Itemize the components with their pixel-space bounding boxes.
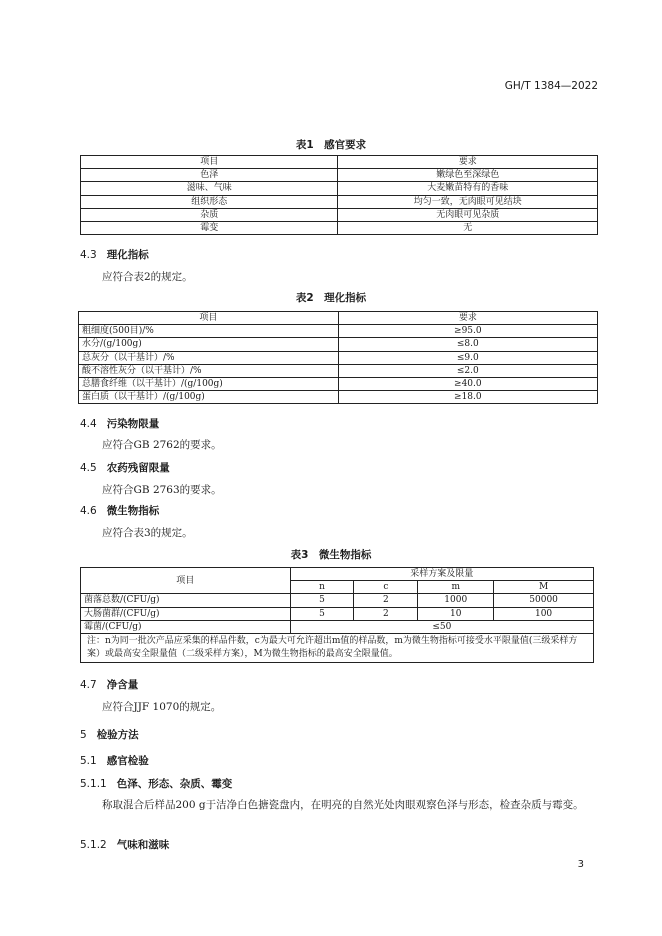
table-row (79, 377, 598, 390)
table-cell: 嫩绿色至深绿色 (338, 169, 598, 182)
table-cell: 无肉眼可见杂质 (338, 208, 598, 221)
section-text-4-3: 应符合表2的规定。 (102, 271, 193, 283)
table-row (81, 208, 598, 221)
table-cell: 大肠菌群/(CFU/g) (81, 607, 291, 620)
table-row (81, 169, 598, 182)
table-row (79, 364, 598, 377)
table-header-cell: 要求 (338, 156, 598, 169)
table-row (81, 182, 598, 195)
table-header-row (79, 312, 598, 325)
table1-caption: 表1 感官要求 (295, 139, 367, 151)
table-cell: 色泽 (81, 169, 338, 182)
section-heading-4-3: 4.3 理化指标 (80, 249, 149, 261)
table-cell: 杂质 (81, 208, 338, 221)
section-heading-5: 5 检验方法 (80, 729, 139, 741)
table-cell: 100 (494, 607, 594, 620)
section-heading-4-4: 4.4 污染物限量 (80, 418, 160, 430)
table-cell: ≤50 (290, 620, 593, 633)
table-cell: ≤9.0 (338, 351, 597, 364)
table-header-cell: 项目 (79, 312, 339, 325)
table-cell: 10 (418, 607, 494, 620)
table-row (79, 338, 598, 351)
table-cell: 滋味、气味 (81, 182, 338, 195)
table-cell: ≥18.0 (338, 391, 597, 404)
table-cell: 50000 (494, 594, 594, 607)
section-text-4-6: 应符合表3的规定。 (102, 527, 193, 539)
table-cell: 2 (354, 594, 418, 607)
table2 (78, 311, 598, 404)
page-number: 3 (577, 859, 584, 870)
table-cell: 组织形态 (81, 195, 338, 208)
table1 (80, 155, 598, 235)
table-row (79, 391, 598, 404)
section-text-4-7: 应符合JJF 1070的规定。 (102, 701, 222, 713)
table-cell: 均匀一致，无肉眼可见结块 (338, 195, 598, 208)
table-cell: 总灰分（以干基计）/% (79, 351, 339, 364)
table-header-cell: c (354, 581, 418, 594)
table-cell: 粗细度(500目)/% (79, 325, 339, 338)
table-row (81, 620, 594, 633)
section-heading-4-5: 4.5 农药残留限量 (80, 462, 170, 474)
table-header-cell: m (418, 581, 494, 594)
table-cell: 2 (354, 607, 418, 620)
section-heading-5-1-2: 5.1.2 气味和滋味 (80, 839, 170, 851)
table-row (79, 351, 598, 364)
table-header-row (81, 568, 594, 581)
table2-caption: 表2 理化指标 (295, 292, 367, 304)
section-text-5-1-1: 称取混合后样品200 g于洁净白色搪瓷盘内，在明亮的自然光处肉眼观察色泽与形态，检查杂质与霉变。 (102, 799, 584, 811)
table-note: 注：n为同一批次产品应采集的样品件数，c为最大可允许超出m值的样品数，m为微生物指标可接受水平限量值(三级采样方案）或最高安全限量值（二级采样方案），M为微生物指标的最高安全限量值。 (81, 633, 594, 662)
table-cell: ≤2.0 (338, 364, 597, 377)
table-cell: 5 (290, 607, 354, 620)
section-text-4-5: 应符合GB 2763的要求。 (102, 484, 222, 496)
table-row (79, 325, 598, 338)
table-header-cell: 采样方案及限量 (290, 568, 593, 581)
section-heading-5-1: 5.1 感官检验 (80, 755, 149, 767)
section-heading-4-6: 4.6 微生物指标 (80, 505, 160, 517)
table-cell: 1000 (418, 594, 494, 607)
table-header-cell: 要求 (338, 312, 597, 325)
table3 (80, 567, 594, 663)
table-row (81, 594, 594, 607)
table-cell: ≤8.0 (338, 338, 597, 351)
table-header-cell: 项目 (81, 156, 338, 169)
table3-caption: 表3 微生物指标 (290, 549, 372, 561)
section-heading-5-1-1: 5.1.1 色泽、形态、杂质、霉变 (80, 778, 233, 790)
table-row (81, 195, 598, 208)
table-header-cell: n (290, 581, 354, 594)
table-header-cell: M (494, 581, 594, 594)
table-cell: 总膳食纤维（以干基计）/(g/100g) (79, 377, 339, 390)
table-header-cell: 项目 (81, 568, 291, 594)
table-note-row (81, 633, 594, 662)
table-cell: 酸不溶性灰分（以干基计）/% (79, 364, 339, 377)
table-cell: 无 (338, 221, 598, 234)
table-cell: 霉菌/(CFU/g) (81, 620, 291, 633)
table-cell: 霉变 (81, 221, 338, 234)
table-row (81, 607, 594, 620)
section-text-4-4: 应符合GB 2762的要求。 (102, 439, 222, 451)
section-heading-4-7: 4.7 净含量 (80, 679, 139, 691)
standard-code: GH/T 1384—2022 (504, 80, 598, 92)
table-header-row (81, 156, 598, 169)
table-cell: ≥40.0 (338, 377, 597, 390)
table-cell: 水分/(g/100g) (79, 338, 339, 351)
table-cell: 5 (290, 594, 354, 607)
table-cell: ≥95.0 (338, 325, 597, 338)
table-cell: 大麦嫩苗特有的香味 (338, 182, 598, 195)
table-cell: 菌落总数/(CFU/g) (81, 594, 291, 607)
table-row (81, 221, 598, 234)
table-cell: 蛋白质（以干基计）/(g/100g) (79, 391, 339, 404)
